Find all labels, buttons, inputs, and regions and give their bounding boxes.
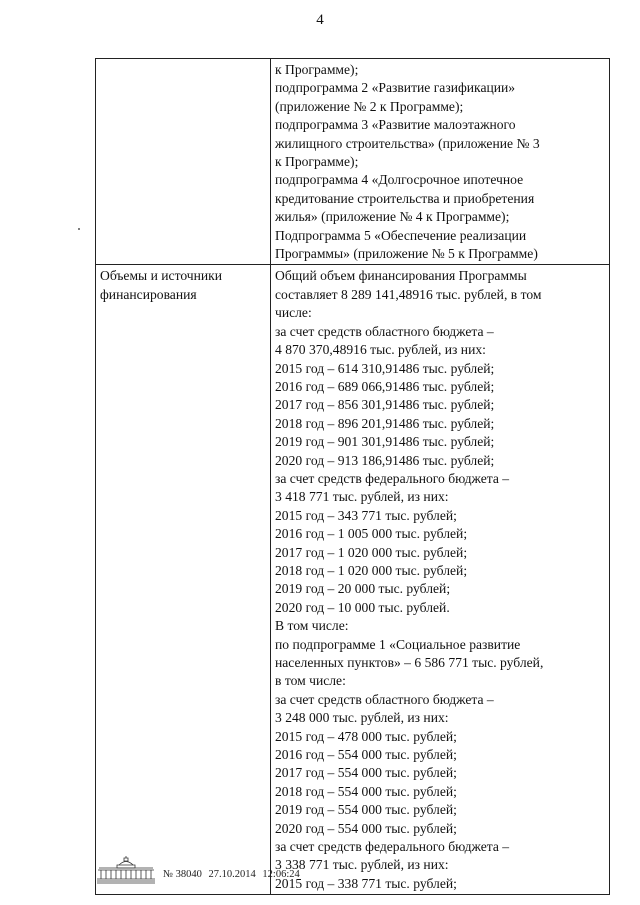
text-line: 2017 год – 1 020 000 тыс. рублей; bbox=[275, 544, 468, 560]
text-line: В том числе: bbox=[275, 618, 349, 634]
text-line: 2015 год – 478 000 тыс. рублей; bbox=[275, 728, 457, 744]
table-row-subprograms bbox=[96, 59, 610, 265]
text-line: 2016 год – 554 000 тыс. рублей; bbox=[275, 747, 457, 763]
page-number: 4 bbox=[316, 12, 324, 28]
text-line: 2018 год – 896 201,91486 тыс. рублей; bbox=[275, 415, 495, 431]
text-line: 2015 год – 343 771 тыс. рублей; bbox=[275, 507, 457, 523]
text-line: Программы» (приложение № 5 к Программе) bbox=[275, 246, 538, 262]
text-line: (приложение № 2 к Программе); bbox=[275, 98, 464, 114]
registration-date: 27.10.2014 bbox=[208, 869, 256, 880]
text-line: по подпрограмме 1 «Социальное развитие bbox=[275, 636, 521, 652]
text-line: к Программе); bbox=[275, 62, 359, 77]
text-line: 3 248 000 тыс. рублей, из них: bbox=[275, 710, 449, 726]
text-line: составляет 8 289 141,48916 тыс. рублей, в том bbox=[275, 286, 542, 302]
document-footer bbox=[95, 855, 355, 885]
text-line: 2015 год – 614 310,91486 тыс. рублей; bbox=[275, 360, 495, 376]
text-line: 2019 год – 554 000 тыс. рублей; bbox=[275, 802, 457, 818]
text-line: 2018 год – 554 000 тыс. рублей; bbox=[275, 783, 457, 799]
program-passport-table bbox=[95, 58, 610, 895]
text-line: 2018 год – 1 020 000 тыс. рублей; bbox=[275, 562, 468, 578]
text-line: подпрограмма 4 «Долгосрочное ипотечное bbox=[275, 172, 524, 188]
text-line: 2017 год – 856 301,91486 тыс. рублей; bbox=[275, 397, 495, 413]
registration-time: 12:06:24 bbox=[262, 869, 300, 880]
text-line: за счет средств областного бюджета – bbox=[275, 691, 494, 707]
text-line: Общий объем финансирования Программы bbox=[275, 268, 527, 284]
label-line: финансирования bbox=[100, 286, 197, 302]
text-line: 3 338 771 тыс. рублей, из них: bbox=[275, 857, 449, 873]
text-line: числе: bbox=[275, 305, 312, 321]
text-line: 2015 год – 338 771 тыс. рублей; bbox=[275, 875, 457, 891]
text-line: подпрограмма 3 «Развитие малоэтажного bbox=[275, 117, 516, 133]
text-line: 2016 год – 689 066,91486 тыс. рублей; bbox=[275, 378, 495, 394]
text-line: в том числе: bbox=[275, 673, 346, 689]
registration-stamp bbox=[163, 869, 304, 881]
label-line: Объемы и источники bbox=[100, 268, 223, 284]
text-line: 2019 год – 901 301,91486 тыс. рублей; bbox=[275, 434, 495, 450]
building-emblem-icon bbox=[95, 855, 157, 885]
text-line: 2017 год – 554 000 тыс. рублей; bbox=[275, 765, 457, 781]
text-line: 3 418 771 тыс. рублей, из них: bbox=[275, 489, 449, 505]
registration-number: № 38040 bbox=[163, 869, 202, 880]
text-line: населенных пунктов» – 6 586 771 тыс. рублей, bbox=[275, 655, 544, 670]
table-row-financing bbox=[96, 265, 610, 895]
scan-speck bbox=[78, 228, 80, 230]
text-line: 2020 год – 554 000 тыс. рублей; bbox=[275, 820, 457, 836]
text-line: подпрограмма 2 «Развитие газификации» bbox=[275, 80, 516, 96]
text-line: жилья» (приложение № 4 к Программе); bbox=[275, 209, 510, 225]
text-line: к Программе); bbox=[275, 154, 359, 170]
financing-label-cell bbox=[96, 265, 271, 895]
text-line: 4 870 370,48916 тыс. рублей, из них: bbox=[275, 342, 486, 358]
row-label-cell bbox=[96, 59, 271, 265]
text-line: за счет средств областного бюджета – bbox=[275, 323, 494, 339]
text-line: 2020 год – 913 186,91486 тыс. рублей; bbox=[275, 452, 495, 468]
text-line: жилищного строительства» (приложение № 3 bbox=[275, 135, 540, 151]
text-line: 2020 год – 10 000 тыс. рублей. bbox=[275, 599, 450, 615]
text-line: за счет средств федерального бюджета – bbox=[275, 470, 510, 486]
text-line: за счет средств федерального бюджета – bbox=[275, 839, 510, 855]
text-line: 2016 год – 1 005 000 тыс. рублей; bbox=[275, 526, 468, 542]
text-line: кредитование строительства и приобретения bbox=[275, 190, 535, 206]
subprograms-cell bbox=[271, 59, 610, 265]
financing-content-cell bbox=[271, 265, 610, 895]
text-line: 2019 год – 20 000 тыс. рублей; bbox=[275, 581, 451, 597]
text-line: Подпрограмма 5 «Обеспечение реализации bbox=[275, 227, 527, 243]
